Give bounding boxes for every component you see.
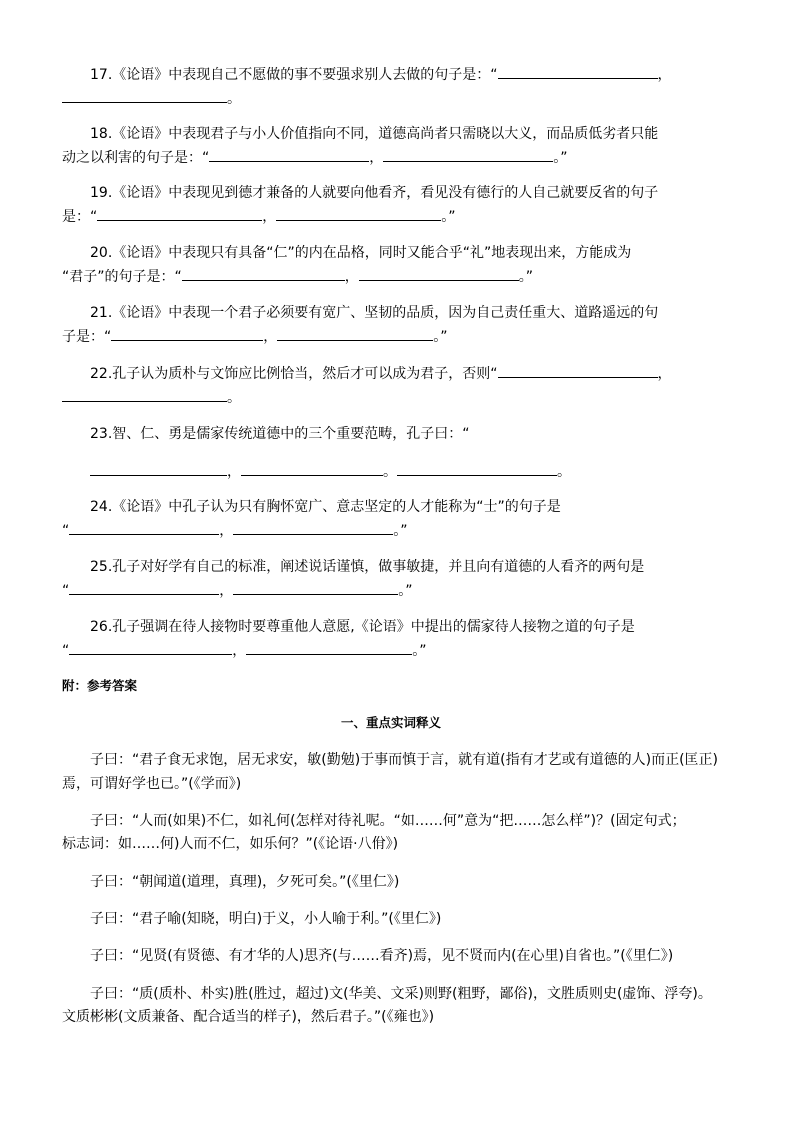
punctuation: ， bbox=[219, 523, 234, 539]
question-text: 《论语》中孔子认为只有胸怀宽广、意志坚定的人才能称为“士”的句子是 bbox=[112, 499, 561, 515]
answer-blank[interactable] bbox=[383, 147, 553, 162]
question-text: 子是：“ bbox=[62, 329, 112, 345]
punctuation: ， bbox=[227, 464, 241, 480]
question-text: 动之以利害的句子是：“ bbox=[62, 150, 210, 166]
punctuation: “ bbox=[62, 523, 70, 539]
question-24-line-2 bbox=[62, 520, 408, 541]
question-22-line-1 bbox=[90, 363, 672, 384]
answer-blank[interactable] bbox=[111, 326, 263, 341]
question-text: 孔子对好学有自己的标准，阐述说话谨慎，做事敏捷，并且向有道德的人看齐的两句是 bbox=[112, 559, 645, 575]
answer-blank[interactable] bbox=[498, 64, 658, 79]
question-20-line-1 bbox=[90, 243, 631, 263]
punctuation: 。” bbox=[393, 523, 408, 539]
question-19-line-1 bbox=[90, 183, 658, 203]
punctuation: ， bbox=[263, 329, 278, 345]
question-21-line-1 bbox=[90, 303, 658, 323]
question-number: 20. bbox=[90, 245, 113, 261]
answer-blank[interactable] bbox=[233, 520, 393, 535]
question-text: 《论语》中表现自己不愿做的事不要强求别人去做的句子是：“ bbox=[112, 67, 498, 83]
answer-blank[interactable] bbox=[62, 387, 227, 402]
question-number: 22. bbox=[90, 366, 113, 382]
question-17-line-1 bbox=[90, 64, 672, 85]
question-number: 18. bbox=[90, 126, 113, 142]
question-20-line-2 bbox=[62, 266, 533, 287]
punctuation: ， bbox=[657, 67, 672, 83]
question-26-line-2 bbox=[62, 640, 427, 661]
question-text: 《论语》中表现君子与小人价值指向不同，道德高尚者只需晓以大义，而品质低劣者只能 bbox=[112, 126, 659, 142]
question-number: 25. bbox=[90, 559, 113, 575]
punctuation: ， bbox=[232, 643, 247, 659]
question-text: 《论语》中表现见到德才兼备的人就要向他看齐，看见没有德行的人自己就要反省的句子 bbox=[112, 185, 659, 201]
punctuation: 。” bbox=[553, 150, 568, 166]
punctuation: ， bbox=[369, 150, 384, 166]
question-number: 21. bbox=[90, 305, 113, 321]
question-number: 19. bbox=[90, 185, 113, 201]
punctuation: ， bbox=[344, 269, 359, 285]
answer-blank[interactable] bbox=[246, 640, 412, 655]
answer-blank[interactable] bbox=[277, 326, 433, 341]
punctuation: 。 bbox=[557, 464, 571, 480]
answer-4-line-1: 子曰：“君子喻(知晓，明白)于义，小人喻于利。”(《里仁》) bbox=[90, 911, 442, 927]
punctuation: “ bbox=[62, 643, 70, 659]
question-18-line-1 bbox=[90, 124, 658, 144]
answer-blank[interactable] bbox=[69, 640, 232, 655]
question-text: 孔子强调在待人接物时要尊重他人意愿,《论语》中提出的儒家待人接物之道的句子是 bbox=[112, 619, 635, 635]
answer-blank[interactable] bbox=[241, 461, 383, 476]
question-26-line-1 bbox=[90, 617, 635, 637]
question-number: 24. bbox=[90, 499, 113, 515]
punctuation: 。 bbox=[383, 464, 397, 480]
answer-blank[interactable] bbox=[498, 363, 658, 378]
answer-blank[interactable] bbox=[182, 266, 345, 281]
punctuation: 。” bbox=[398, 583, 413, 599]
answer-blank[interactable] bbox=[276, 206, 441, 221]
question-text: 《论语》中表现一个君子必须要有宽广、坚韧的品质，因为自己责任重大、道路遥远的句 bbox=[112, 305, 659, 321]
question-number: 23. bbox=[90, 426, 113, 442]
question-text: 是：“ bbox=[62, 209, 98, 225]
question-17-line-2 bbox=[62, 88, 241, 109]
answer-blank[interactable] bbox=[359, 266, 519, 281]
question-24-line-1 bbox=[90, 497, 561, 517]
question-19-line-2 bbox=[62, 206, 456, 227]
punctuation: 。” bbox=[441, 209, 456, 225]
punctuation: ， bbox=[657, 366, 672, 382]
question-number: 26. bbox=[90, 619, 113, 635]
answer-2-line-1: 子曰：“人而(如果)不仁，如礼何(怎样对待礼呢。“如……何”意为“把……怎么样”)？(固定句式； bbox=[90, 813, 686, 829]
question-22-line-2 bbox=[62, 387, 241, 408]
section-heading: 一、重点实词释义 bbox=[341, 715, 442, 730]
answer-6-line-2: 文质彬彬(文质兼备、配合适当的样子)，然后君子。”(《雍也》) bbox=[62, 1009, 435, 1025]
punctuation: 。” bbox=[412, 643, 427, 659]
answer-3-line-1: 子曰：“朝闻道(道理，真理)，夕死可矣。”(《里仁》) bbox=[90, 874, 400, 890]
question-25-line-1 bbox=[90, 557, 644, 577]
punctuation: 。 bbox=[227, 91, 241, 107]
answer-blank[interactable] bbox=[397, 461, 557, 476]
answer-5-line-1: 子曰：“见贤(有贤德、有才华的人)思齐(与……看齐)焉，见不贤而内(在心里)自省也。”(《里仁》) bbox=[90, 948, 674, 964]
answer-blank[interactable] bbox=[69, 580, 219, 595]
answer-blank[interactable] bbox=[69, 520, 219, 535]
question-25-line-2 bbox=[62, 580, 413, 601]
answer-6-line-1: 子曰：“质(质朴、朴实)胜(胜过，超过)文(华美、文采)则野(粗野，鄙俗)，文胜质则史(虚饰、浮夸)。 bbox=[90, 986, 712, 1002]
question-text: “君子”的句子是：“ bbox=[62, 269, 182, 285]
answer-blank[interactable] bbox=[209, 147, 369, 162]
punctuation: 。” bbox=[433, 329, 448, 345]
punctuation: “ bbox=[62, 583, 70, 599]
punctuation: 。” bbox=[518, 269, 534, 285]
question-18-line-2 bbox=[62, 147, 568, 168]
answer-blank[interactable] bbox=[62, 88, 227, 103]
question-number: 17. bbox=[90, 67, 113, 83]
question-text: 《论语》中表现只有具备“仁”的内在品格，同时又能合乎“礼”地表现出来，方能成为 bbox=[112, 245, 632, 261]
question-21-line-2 bbox=[62, 326, 448, 347]
answer-blank[interactable] bbox=[97, 206, 262, 221]
question-text: 智、仁、勇是儒家传统道德中的三个重要范畴，孔子曰：“ bbox=[112, 426, 470, 442]
question-23-line-2 bbox=[90, 461, 571, 482]
punctuation: ， bbox=[219, 583, 234, 599]
answer-blank[interactable] bbox=[233, 580, 398, 595]
question-23-line-1 bbox=[90, 424, 470, 444]
punctuation: 。 bbox=[227, 390, 241, 406]
punctuation: ， bbox=[262, 209, 277, 225]
question-text: 孔子认为质朴与文饰应比例恰当，然后才可以成为君子，否则“ bbox=[112, 366, 498, 382]
answer-1-line-2: 焉，可谓好学也已。”(《学而》) bbox=[62, 776, 242, 792]
answer-blank[interactable] bbox=[90, 461, 227, 476]
answer-1-line-1: 子曰：“君子食无求饱，居无求安，敏(勤勉)于事而慎于言，就有道(指有才艺或有道德的人)而正(匡正) bbox=[90, 752, 719, 768]
appendix-title: 附：参考答案 bbox=[62, 678, 138, 693]
answer-2-line-2: 标志词：如……何)人而不仁，如乐何？”(《论语·八佾》) bbox=[62, 836, 399, 852]
